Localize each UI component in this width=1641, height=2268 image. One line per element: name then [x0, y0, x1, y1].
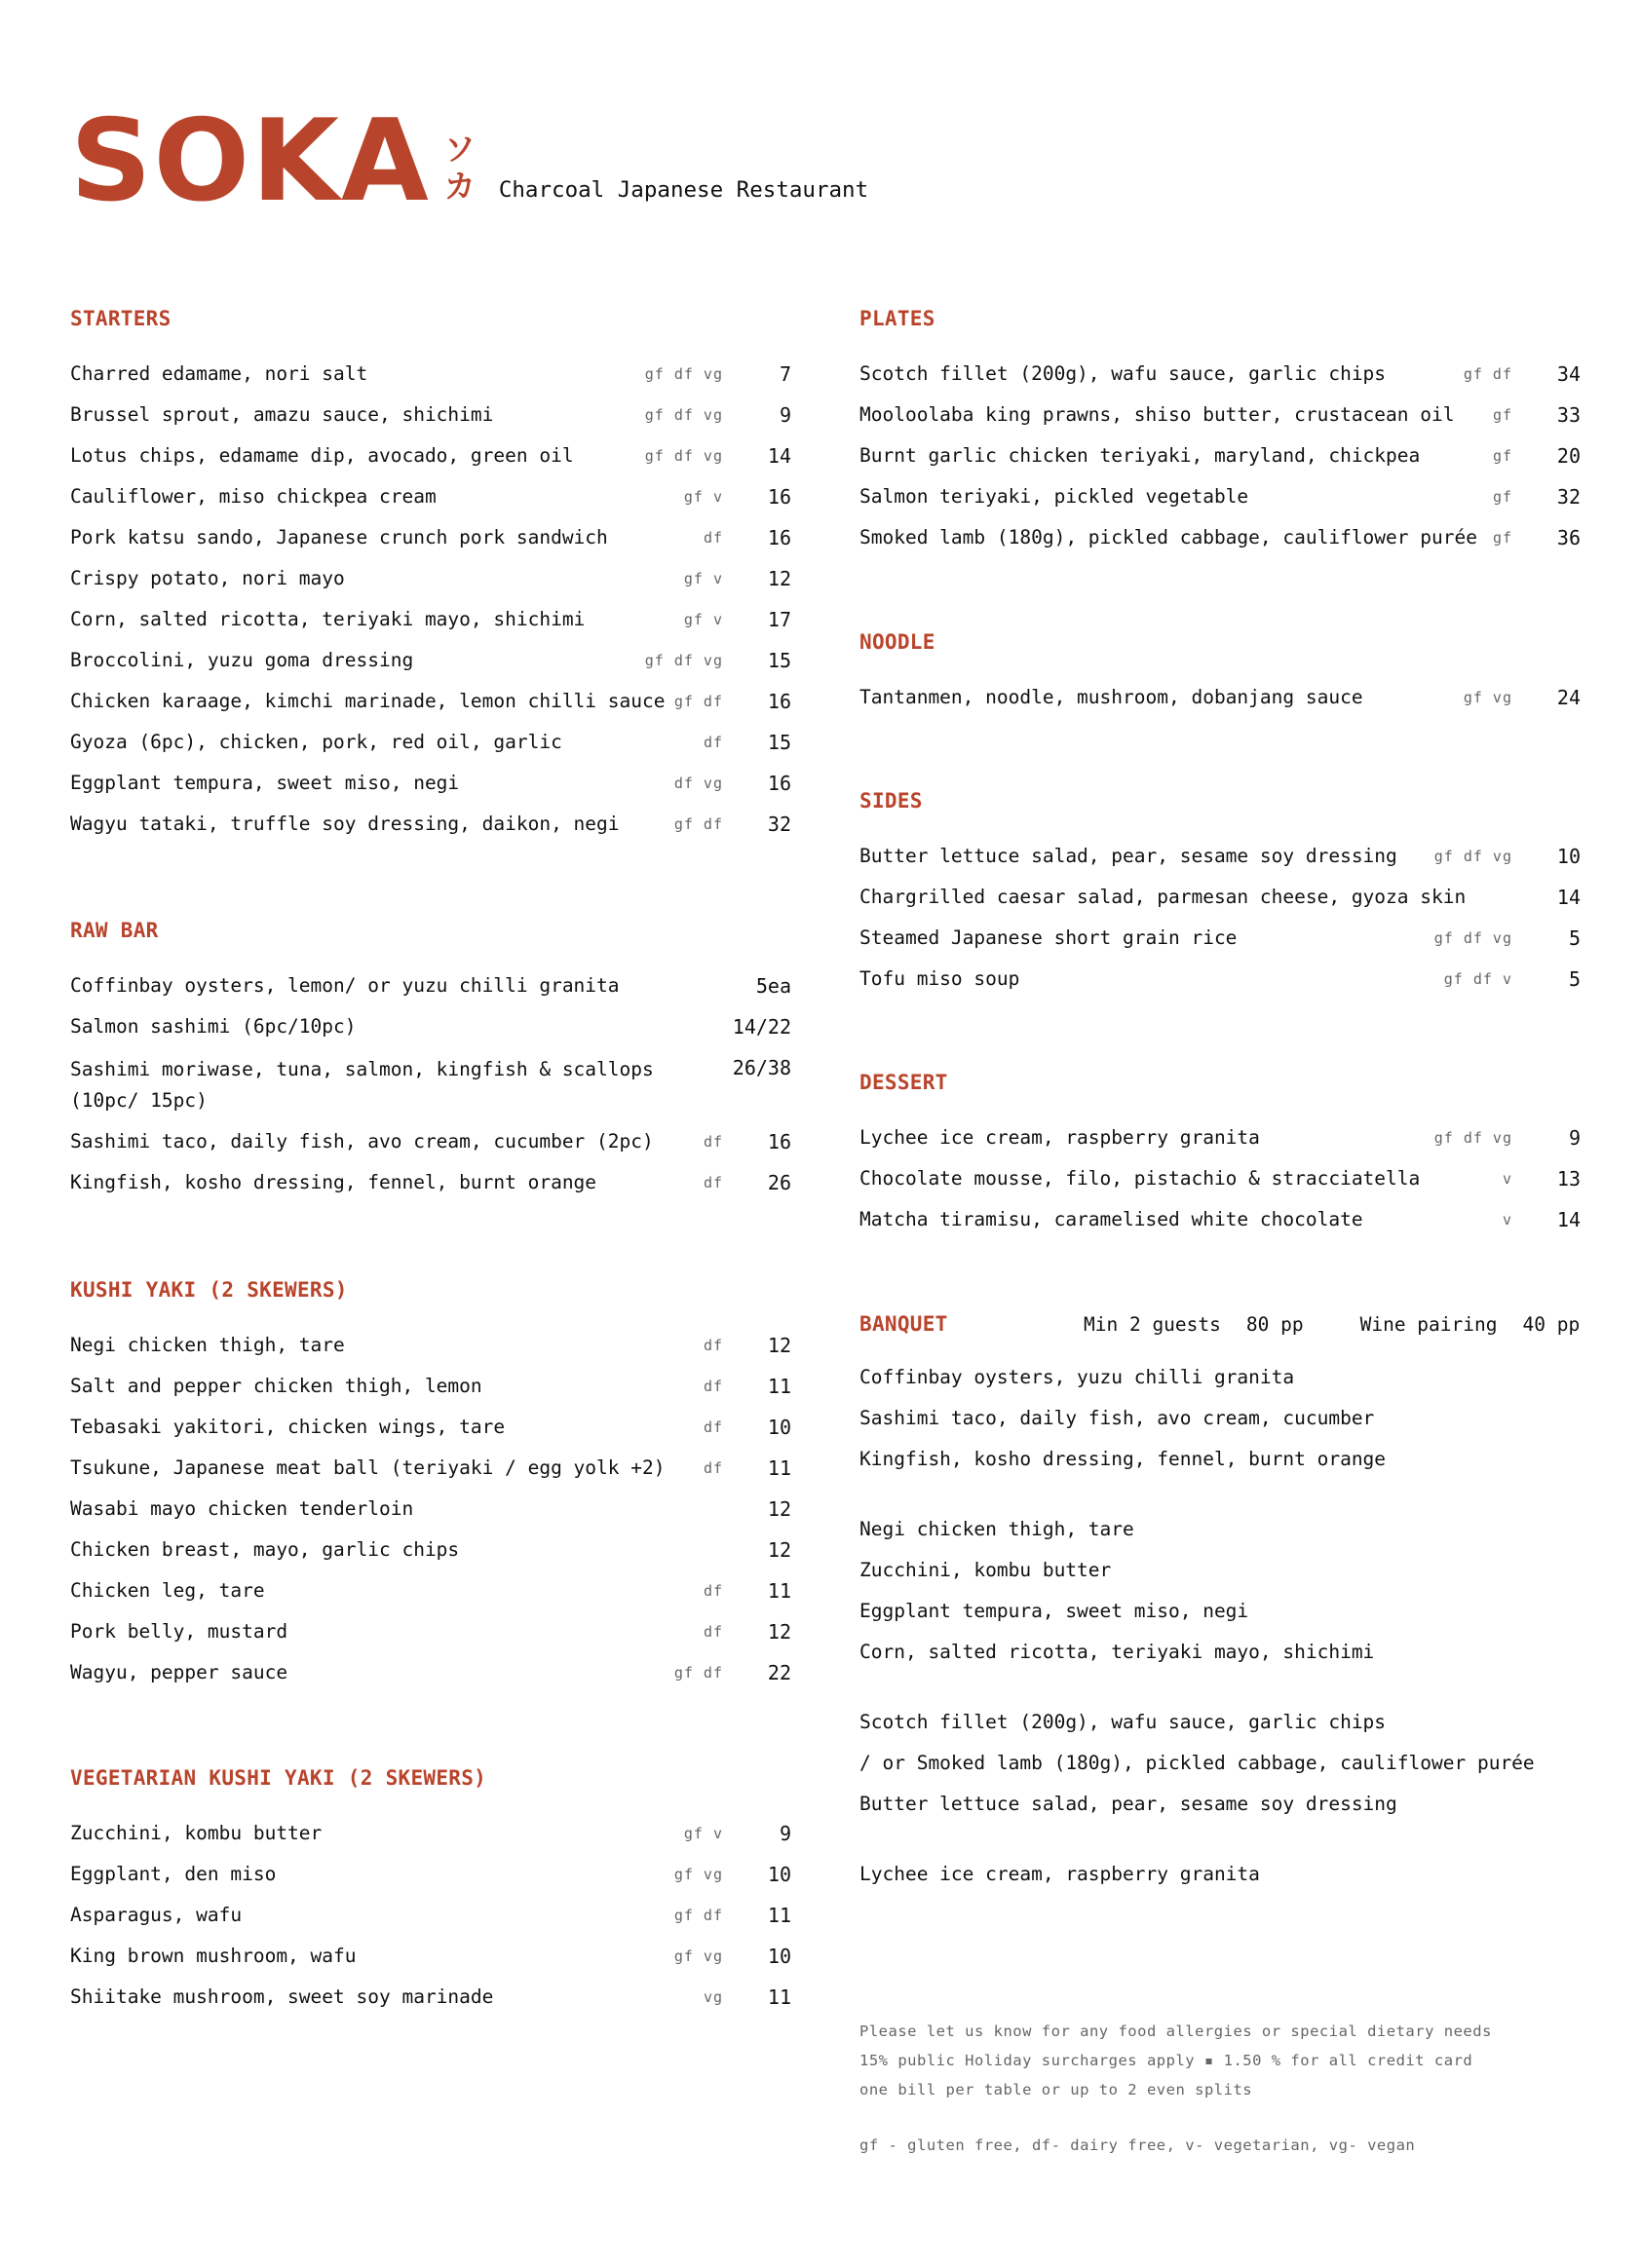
menu-item: [70, 1902, 791, 1943]
note-bill-splits: one bill per table or up to 2 even splits: [859, 2081, 1253, 2098]
menu-item-price: 14: [767, 444, 791, 468]
banquet-course-item: Scotch fillet (200g), wafu sauce, garlic chips: [859, 1711, 1387, 1733]
menu-item-name: Salt and pepper chicken thigh, lemon: [70, 1375, 482, 1397]
menu-item-name: Chicken leg, tare: [70, 1579, 265, 1602]
menu-item-dietary-tags: gf vg: [673, 1866, 723, 1883]
menu-item: [859, 684, 1581, 725]
section-noodle: [859, 627, 1581, 725]
menu-item-price: 5: [1568, 967, 1581, 991]
menu-item: [859, 843, 1581, 884]
menu-item-dietary-tags: gf df: [673, 815, 723, 833]
menu-item-price: 11: [767, 1375, 791, 1398]
menu-item-name: Sashimi taco, daily fish, avo cream, cucumber (2pc): [70, 1130, 654, 1153]
menu-item-name: Burnt garlic chicken teriyaki, maryland, chickpea: [859, 444, 1421, 467]
menu-item-price: 14: [1556, 1208, 1581, 1231]
menu-item: [70, 360, 791, 401]
menu-item: [70, 1943, 791, 1984]
menu-item-dietary-tags: gf df: [673, 1664, 723, 1682]
menu-item: [70, 811, 791, 851]
menu-item-name: Wagyu tataki, truffle soy dressing, daikon, negi: [70, 813, 620, 835]
menu-item-price: 15: [767, 649, 791, 672]
menu-item-dietary-tags: v: [1502, 1170, 1512, 1188]
menu-item-price: 16: [767, 485, 791, 509]
menu-item: [70, 442, 791, 483]
menu-item-dietary-tags: df: [703, 1582, 723, 1600]
menu-item-price: 16: [767, 526, 791, 549]
banquet-price: 80 pp: [1245, 1312, 1304, 1336]
menu-item-dietary-tags: df: [703, 1418, 723, 1436]
menu-item-name: Lotus chips, edamame dip, avocado, green oil: [70, 444, 574, 467]
menu-item-dietary-tags: gf df: [1463, 365, 1512, 383]
menu-item-price: 9: [779, 403, 791, 427]
menu-item-dietary-tags: df: [703, 1459, 723, 1477]
menu-item-name: King brown mushroom, wafu: [70, 1945, 357, 1967]
menu-item: [70, 524, 791, 565]
menu-item-price: 9: [779, 1822, 791, 1845]
menu-item-dietary-tags: gf df vg: [644, 406, 723, 424]
menu-item: [70, 483, 791, 524]
section-dessert: [859, 1068, 1581, 1247]
section-raw-bar: [70, 916, 791, 1210]
menu-item-dietary-tags: gf df: [673, 693, 723, 710]
menu-item: [70, 1455, 791, 1495]
menu-item: [70, 606, 791, 647]
menu-item-price: 34: [1556, 362, 1581, 386]
menu-item-price: 5: [1568, 926, 1581, 950]
menu-item-name: Chicken karaage, kimchi marinade, lemon chilli sauce: [70, 690, 666, 712]
menu-item-price: 20: [1556, 444, 1581, 468]
menu-item-dietary-tags: gf: [1492, 529, 1512, 547]
menu-item: [70, 1820, 791, 1861]
menu-item-dietary-tags: gf df vg: [644, 652, 723, 669]
menu-item-price: 26: [767, 1171, 791, 1194]
menu-item-price: 10: [767, 1416, 791, 1439]
menu-item-dietary-tags: v: [1502, 1211, 1512, 1228]
menu-item-name: Chocolate mousse, filo, pistachio & stracciatella: [859, 1167, 1421, 1190]
menu-item: [70, 729, 791, 770]
menu-item: [859, 965, 1581, 1006]
dietary-notes: [859, 2017, 1492, 2104]
menu-item: [70, 1414, 791, 1455]
section-banquet: [859, 1309, 1581, 1902]
logo-kana-top: ソ: [443, 131, 476, 168]
menu-item-price: 11: [767, 1456, 791, 1480]
menu-item: [859, 524, 1581, 565]
menu-item: [70, 401, 791, 442]
section-starters: [70, 304, 791, 851]
menu-item-dietary-tags: gf: [1492, 447, 1512, 465]
menu-item-price: 10: [767, 1863, 791, 1886]
menu-item-dietary-tags: gf: [1492, 488, 1512, 506]
restaurant-subtitle: Charcoal Japanese Restaurant: [498, 177, 869, 203]
banquet-course-item: Coffinbay oysters, yuzu chilli granita: [859, 1366, 1295, 1388]
menu-item: [70, 565, 791, 606]
menu-item-dietary-tags: gf df vg: [1433, 848, 1512, 865]
menu-item-dietary-tags: gf df vg: [644, 365, 723, 383]
menu-item-name: Corn, salted ricotta, teriyaki mayo, shichimi: [70, 608, 586, 630]
logo-kana-bottom: カ: [443, 168, 476, 205]
menu-item-price: 32: [767, 813, 791, 836]
menu-item: [70, 1495, 791, 1536]
menu-item-price: 11: [767, 1985, 791, 2009]
menu-item: [70, 1659, 791, 1700]
logo-wordmark: SOKA: [70, 95, 431, 227]
menu-item-price: 12: [767, 1334, 791, 1357]
menu-item-price: 10: [1556, 845, 1581, 868]
menu-item: [70, 1169, 791, 1210]
menu-item-name: Gyoza (6pc), chicken, pork, red oil, garlic: [70, 731, 562, 753]
menu-item-name: Pork katsu sando, Japanese crunch pork sandwich: [70, 526, 608, 548]
menu-item-dietary-tags: df: [703, 529, 723, 547]
menu-item: [70, 688, 791, 729]
menu-item-name: Sashimi moriwase, tuna, salmon, kingfish & scallops (10pc/ 15pc): [70, 1058, 654, 1112]
menu-item: [70, 1577, 791, 1618]
menu-item-price: 10: [767, 1945, 791, 1968]
menu-item-name: Chicken breast, mayo, garlic chips: [70, 1538, 460, 1561]
menu-item: [859, 1165, 1581, 1206]
menu-item: [70, 647, 791, 688]
menu-item-name: Zucchini, kombu butter: [70, 1822, 323, 1844]
banquet-course-item: Sashimi taco, daily fish, avo cream, cucumber: [859, 1407, 1375, 1429]
menu-item-dietary-tags: gf vg: [1463, 689, 1512, 706]
menu-item-price: 32: [1556, 485, 1581, 509]
menu-item-dietary-tags: gf df vg: [1433, 1129, 1512, 1147]
menu-item-name: Asparagus, wafu: [70, 1904, 243, 1926]
menu-item: [70, 1861, 791, 1902]
menu-item-name: Coffinbay oysters, lemon/ or yuzu chilli granita: [70, 974, 620, 997]
menu-item-price: 16: [767, 690, 791, 713]
menu-item-price: 17: [767, 608, 791, 631]
menu-item-price: 11: [767, 1579, 791, 1603]
note-surcharges: 15% public Holiday surcharges apply ▪ 1.50 % for all credit card: [859, 2052, 1473, 2069]
menu-item-name: Salmon sashimi (6pc/10pc): [70, 1015, 357, 1038]
menu-item-name: Brussel sprout, amazu sauce, shichimi: [70, 403, 494, 426]
menu-item-dietary-tags: gf v: [683, 611, 723, 628]
menu-item: [859, 442, 1581, 483]
menu-item: [70, 1128, 791, 1169]
menu-item-name: Shiitake mushroom, sweet soy marinade: [70, 1985, 494, 2008]
menu-item-price: 14: [1556, 886, 1581, 909]
menu-item-name: Chargrilled caesar salad, parmesan cheese, gyoza skin: [859, 886, 1467, 908]
menu-item-name: Butter lettuce salad, pear, sesame soy dressing: [859, 845, 1397, 867]
menu-item: [859, 483, 1581, 524]
banquet-min-guests: Min 2 guests: [1084, 1312, 1221, 1336]
section-kushi-yaki: [70, 1275, 791, 1700]
banquet-course-item: / or Smoked lamb (180g), pickled cabbage, cauliflower purée: [859, 1752, 1535, 1774]
menu-item-price: 26/38: [732, 1056, 791, 1079]
menu-item-name: Wasabi mayo chicken tenderloin: [70, 1497, 414, 1520]
menu-item: [70, 1054, 791, 1128]
menu-item-dietary-tags: vg: [703, 1988, 723, 2006]
banquet-course-item: Zucchini, kombu butter: [859, 1559, 1112, 1581]
menu-item-name: Lychee ice cream, raspberry granita: [859, 1126, 1260, 1149]
banquet-header: [859, 1309, 1581, 1339]
banquet-wine-label: Wine pairing: [1359, 1312, 1498, 1336]
menu-item-dietary-tags: df: [703, 1623, 723, 1641]
menu-item-dietary-tags: gf v: [683, 488, 723, 506]
restaurant-logo: [70, 95, 869, 227]
banquet-course-item: Kingfish, kosho dressing, fennel, burnt orange: [859, 1448, 1387, 1470]
menu-item-price: 12: [767, 1497, 791, 1521]
menu-item-name: Wagyu, pepper sauce: [70, 1661, 288, 1683]
menu-item: [70, 1984, 791, 2024]
menu-item-dietary-tags: gf: [1492, 406, 1512, 424]
menu-item-price: 24: [1556, 686, 1581, 709]
menu-item: [70, 1373, 791, 1414]
section-title: DESSERT: [859, 1071, 948, 1094]
banquet-courses: [859, 1364, 1581, 1902]
menu-item-name: Cauliflower, miso chickpea cream: [70, 485, 437, 508]
banquet-course-item: Negi chicken thigh, tare: [859, 1518, 1134, 1540]
menu-item: [859, 401, 1581, 442]
menu-item: [859, 1124, 1581, 1165]
menu-item-price: 12: [767, 1538, 791, 1562]
menu-item-price: 14/22: [732, 1015, 791, 1039]
menu-item-price: 16: [767, 772, 791, 795]
menu-item-dietary-tags: df: [703, 734, 723, 751]
menu-item-dietary-tags: df: [703, 1337, 723, 1354]
menu-item-name: Negi chicken thigh, tare: [70, 1334, 345, 1356]
menu-item-price: 12: [767, 1620, 791, 1644]
section-title: SIDES: [859, 789, 923, 813]
banquet-course-item: Corn, salted ricotta, teriyaki mayo, shichimi: [859, 1641, 1375, 1663]
menu-item-price: 5ea: [755, 974, 791, 998]
menu-item-dietary-tags: df: [703, 1133, 723, 1151]
menu-item-name: Mooloolaba king prawns, shiso butter, crustacean oil: [859, 403, 1455, 426]
menu-item-name: Pork belly, mustard: [70, 1620, 288, 1643]
menu-item-dietary-tags: gf v: [683, 570, 723, 587]
section-title: RAW BAR: [70, 919, 159, 942]
menu-item-name: Charred edamame, nori salt: [70, 362, 368, 385]
banquet-course-item: Butter lettuce salad, pear, sesame soy dressing: [859, 1793, 1397, 1815]
menu-item-name: Tebasaki yakitori, chicken wings, tare: [70, 1416, 506, 1438]
menu-item-name: Matcha tiramisu, caramelised white chocolate: [859, 1208, 1363, 1230]
menu-item-name: Tofu miso soup: [859, 967, 1020, 990]
menu-item-price: 36: [1556, 526, 1581, 549]
menu-item-name: Smoked lamb (180g), pickled cabbage, cauliflower purée: [859, 526, 1477, 548]
menu-item-name: Kingfish, kosho dressing, fennel, burnt orange: [70, 1171, 597, 1193]
menu-item: [70, 1332, 791, 1373]
section-title: PLATES: [859, 307, 935, 330]
logo-katakana: [444, 131, 476, 205]
menu-item: [70, 972, 791, 1013]
menu-item: [859, 884, 1581, 925]
menu-item: [70, 1536, 791, 1577]
menu-item-dietary-tags: gf v: [683, 1825, 723, 1842]
menu-item-name: Broccolini, yuzu goma dressing: [70, 649, 414, 671]
menu-item-price: 33: [1556, 403, 1581, 427]
banquet-course-item: Eggplant tempura, sweet miso, negi: [859, 1600, 1249, 1622]
menu-item-price: 11: [767, 1904, 791, 1927]
section-title: STARTERS: [70, 307, 172, 330]
menu-item: [70, 770, 791, 811]
section-title: BANQUET: [859, 1312, 948, 1336]
menu-item: [70, 1013, 791, 1054]
menu-item-dietary-tags: gf df vg: [644, 447, 723, 465]
section-title: KUSHI YAKI (2 SKEWERS): [70, 1278, 348, 1302]
menu-item-price: 16: [767, 1130, 791, 1153]
menu-item-price: 22: [767, 1661, 791, 1684]
menu-item-name: Scotch fillet (200g), wafu sauce, garlic chips: [859, 362, 1387, 385]
banquet-course-item: Lychee ice cream, raspberry granita: [859, 1863, 1260, 1885]
menu-item: [859, 925, 1581, 965]
section-plates: [859, 304, 1581, 565]
menu-item-dietary-tags: df: [703, 1174, 723, 1191]
menu-item-dietary-tags: df: [703, 1378, 723, 1395]
section-sides: [859, 786, 1581, 1006]
section-vegetarian-kushi-yaki: [70, 1763, 791, 2024]
menu-item: [70, 1618, 791, 1659]
menu-item: [859, 1206, 1581, 1247]
menu-item-price: 13: [1556, 1167, 1581, 1191]
dietary-legend: gf - gluten free, df- dairy free, v- vegetarian, vg- vegan: [859, 2136, 1416, 2154]
menu-item-name: Tsukune, Japanese meat ball (teriyaki / egg yolk +2): [70, 1456, 666, 1479]
note-allergies: Please let us know for any food allergies or special dietary needs: [859, 2022, 1492, 2040]
menu-item-name: Eggplant tempura, sweet miso, negi: [70, 772, 460, 794]
menu-item-name: Crispy potato, nori mayo: [70, 567, 345, 589]
menu-item-dietary-tags: gf df vg: [1433, 929, 1512, 947]
menu-item: [859, 360, 1581, 401]
banquet-wine-price: 40 pp: [1522, 1312, 1581, 1336]
menu-item-name: Salmon teriyaki, pickled vegetable: [859, 485, 1249, 508]
menu-item-dietary-tags: gf df v: [1443, 970, 1512, 988]
menu-item-price: 7: [779, 362, 791, 386]
menu-item-dietary-tags: gf vg: [673, 1947, 723, 1965]
menu-item-name: Tantanmen, noodle, mushroom, dobanjang sauce: [859, 686, 1363, 708]
menu-item-name: Steamed Japanese short grain rice: [859, 926, 1238, 949]
menu-item-price: 15: [767, 731, 791, 754]
section-title: NOODLE: [859, 630, 935, 654]
section-title: VEGETARIAN KUSHI YAKI (2 SKEWERS): [70, 1766, 487, 1790]
menu-item-dietary-tags: df vg: [673, 775, 723, 792]
menu-item-name: Eggplant, den miso: [70, 1863, 277, 1885]
menu-item-dietary-tags: gf df: [673, 1907, 723, 1924]
menu-item-price: 9: [1568, 1126, 1581, 1150]
menu-item-price: 12: [767, 567, 791, 590]
